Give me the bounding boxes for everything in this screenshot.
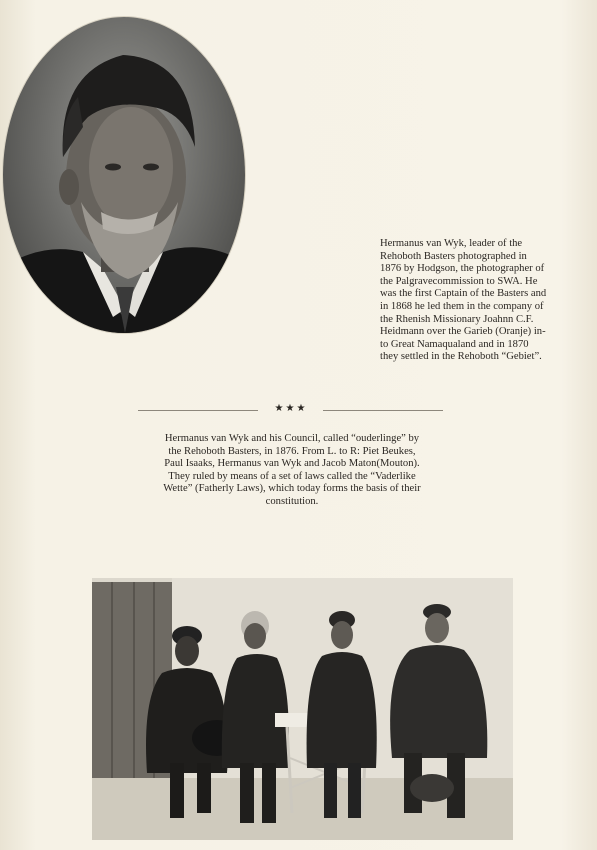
caption-line: 1876 by Hodgson, the photographer of	[380, 263, 545, 275]
caption-line: the Rehoboth Basters, in 1876. From L. to R: Piet Beukes,	[168, 445, 416, 457]
caption-line: Wette” (Fatherly Laws), which today forms the basis of their	[163, 483, 421, 495]
caption-line: the Rhenish Missionary Joahnn C.F.	[380, 313, 534, 325]
divider-right	[323, 410, 443, 411]
caption-line: Rehoboth Basters photographed in	[380, 250, 527, 262]
caption-line: Paul Isaaks, Hermanus van Wyk and Jacob Maton(Mouton).	[164, 458, 420, 470]
star-ornament: ★★★	[274, 403, 308, 414]
group-photo	[92, 578, 513, 840]
portrait-image	[3, 17, 245, 333]
caption-line: They ruled by means of a set of laws called the “Vaderlike	[168, 470, 416, 482]
caption-line: to Great Namaqualand and in 1870	[380, 338, 529, 350]
caption-line: in 1868 he led them in the company of	[380, 300, 544, 312]
portrait-caption	[380, 238, 585, 364]
group-caption	[132, 433, 452, 509]
divider-left	[138, 410, 258, 411]
caption-line: they settled in the Rehoboth “Gebiet”.	[380, 351, 542, 363]
caption-line: Hermanus van Wyk and his Council, called “ouderlinge” by	[164, 433, 420, 444]
caption-line: Hermanus van Wyk, leader of the	[380, 238, 523, 249]
caption-line: Heidmann over the Garieb (Oranje) in-	[380, 326, 546, 338]
portrait-photo	[3, 17, 245, 333]
group-image	[92, 578, 513, 840]
caption-line: constitution.	[265, 495, 319, 507]
caption-line: was the first Captain of the Basters and	[380, 288, 547, 300]
caption-line: the Palgravecommission to SWA. He	[380, 275, 538, 287]
